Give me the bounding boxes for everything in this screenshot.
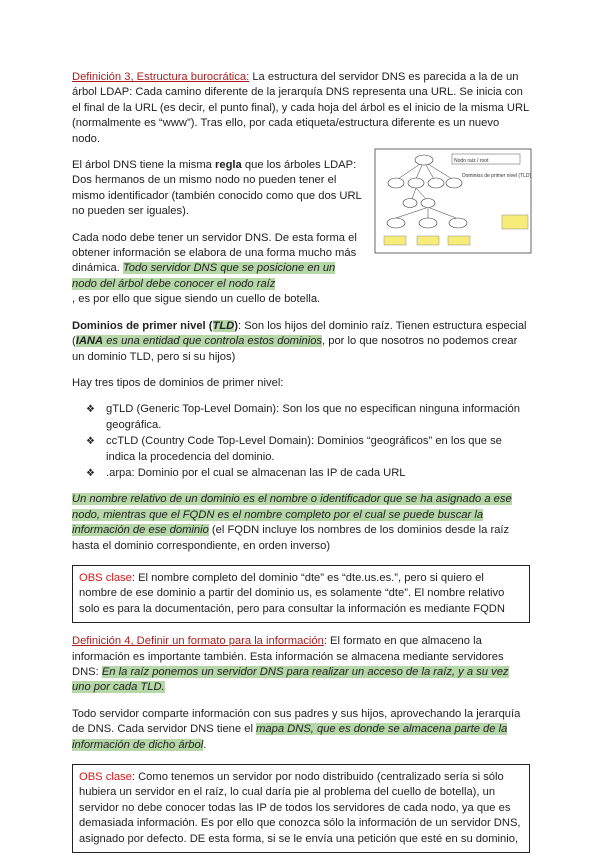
list-item	[86, 434, 530, 465]
paragraph-tld	[72, 319, 530, 365]
node-server-highlight: Todo servidor DNS que se posicione en un nodo del árbol debe conocer el nodo raíz	[72, 262, 336, 290]
node-server-post: , es por ello que sigue siendo un cuello de botella.	[72, 293, 321, 306]
diagram-wrap-section	[72, 158, 530, 292]
bullet-icon: ❖	[86, 404, 95, 416]
legend-box	[502, 215, 528, 229]
dns-map-highlight: mapa DNS, que es donde se almacena parte de la información de dicho árbol	[72, 723, 508, 751]
leaf-node	[419, 218, 437, 228]
url-box	[384, 236, 406, 245]
obs-box-1	[72, 565, 530, 623]
paragraph-rule	[72, 158, 362, 220]
tld-bold: Dominios de primer nivel (	[72, 319, 213, 332]
tld-node	[388, 178, 404, 188]
leaf-node	[387, 218, 405, 228]
paragraph-fqdn	[72, 492, 530, 554]
definition-4-highlight: En la raíz ponemos un servidor DNS para realizar un acceso de la raíz, y a su vez uno por cada TLD.	[72, 666, 509, 694]
rule-post: que los árboles LDAP: Dos hermanos de un mismo nodo no pueden tener el mismo identificador (también conocido como que dos URL no pueden ser iguales).	[72, 159, 362, 218]
definition-4-heading: Definición 4, Definir un formato para la información	[72, 635, 324, 648]
tld-highlight: es una entidad que controla estos dominios	[103, 335, 323, 348]
paragraph-dns-map	[72, 707, 530, 753]
tld-types-list	[72, 402, 530, 481]
list-item-text: gTLD (Generic Top-Level Domain): Son los que no especifican ninguna información geográfica.	[106, 403, 520, 431]
text-column	[72, 158, 362, 292]
tld-node	[408, 178, 424, 188]
rule-bold: regla	[215, 159, 242, 172]
paragraph-definition-4	[72, 634, 530, 696]
obs-text: : Como tenemos un servidor por nodo distribuido (centralizado sería si sólo hubiera un servidor en el raíz, lo cual daría pie al problema del cuello de botella), un servidor no debe conocer todas las IP de todos los servidores de cada nodo, ya que es demasiada información. Es por ello que conozca sólo la información de un servidor DNS, asignado por defecto. DE esta forma, si se le envía una petición que esté en su dominio,	[79, 771, 521, 845]
bullet-icon: ❖	[86, 436, 95, 448]
tld-text-2: , por lo que nosotros no podemos crear un dominio TLD, pero si su hijos)	[72, 335, 518, 363]
url-box	[417, 236, 439, 245]
list-item-text: ccTLD (Country Code Top-Level Domain): Dominios “geográficos” en los que se indica la procedencia del dominio.	[106, 435, 502, 463]
dns-tree-diagram	[374, 148, 532, 254]
tld-bold-highlight: TLD	[212, 319, 235, 332]
document-page	[72, 70, 530, 864]
dns-map-post: .	[203, 738, 207, 751]
leaf-node	[449, 218, 467, 228]
tld-label: Dominios de primer nivel (TLD)	[462, 173, 532, 180]
node-server-pre: Cada nodo debe tener un servidor DNS. De esta forma el obtener información se elabora de una forma mucho más dinámica.	[72, 231, 357, 275]
definition-3-text: La estructura del servidor DNS es parecida a la de un árbol LDAP: Cada camino diferente de la jerarquía DNS representa una URL. Se inicia con el final de la URL (es decir, el punto final), y cada hoja del árbol es el inicio de la misma URL (normalmente es “www”). Tras ello, por cada etiqueta/estructura diferente es un nuevo nodo.	[72, 71, 529, 145]
obs-label: OBS clase	[79, 771, 132, 784]
iana-highlight: IANA	[75, 335, 104, 348]
tld-text-1: : Son los hijos del dominio raíz. Tienen estructura especial (	[72, 319, 527, 348]
tld-bold-end: )	[234, 319, 238, 332]
obs-label: OBS clase	[79, 571, 132, 584]
paragraph-definition-3	[72, 70, 530, 147]
fqdn-highlight: Un nombre relativo de un dominio es el nombre o identificador que se ha asignado a ese nodo, mientras que el FQDN es el nombre completo por el cual se puede buscar la información de ese dominio	[72, 493, 512, 537]
definition-4-text: : El formato en que almaceno la información es importante también. Esta información se almacena mediante servidores DNS:	[72, 635, 504, 678]
definition-3-heading: Definición 3, Estructura burocrática:	[72, 71, 250, 83]
paragraph-node-server-end	[72, 292, 530, 307]
rule-pre: El árbol DNS tiene la misma	[72, 159, 216, 172]
tld-node	[428, 178, 444, 188]
list-item	[86, 402, 530, 433]
url-box	[448, 236, 470, 245]
tld-node	[446, 178, 462, 188]
paragraph-node-server	[72, 231, 362, 293]
second-level-node	[421, 199, 435, 208]
obs-box-2	[72, 764, 530, 853]
dns-map-pre: Todo servidor comparte información con sus padres y sus hijos, aprovechando la jerarquía de DNS. Cada servidor DNS tiene el	[72, 707, 521, 736]
paragraph-types: Hay tres tipos de dominios de primer nivel:	[72, 376, 284, 389]
bullet-icon: ❖	[86, 467, 95, 479]
list-item-text: .arpa: Dominio por el cual se almacenan las IP de cada URL	[106, 466, 406, 479]
root-label: Nodo raíz / root	[454, 158, 489, 165]
second-level-node	[403, 199, 417, 208]
obs-text: : El nombre completo del dominio “dte” es “dte.us.es.”, pero si quiero el nombre de ese dominio a partir del dominio us, es solamente “dte”. El nombre relativo solo es para la documentación, pero para consultar la información es mediante FQDN	[79, 571, 505, 615]
list-item	[86, 466, 530, 481]
root-node	[415, 155, 433, 165]
fqdn-post: (el FQDN incluye los nombres de los dominios desde la raíz hasta el dominio correspondiente, en orden inverso)	[72, 524, 510, 552]
